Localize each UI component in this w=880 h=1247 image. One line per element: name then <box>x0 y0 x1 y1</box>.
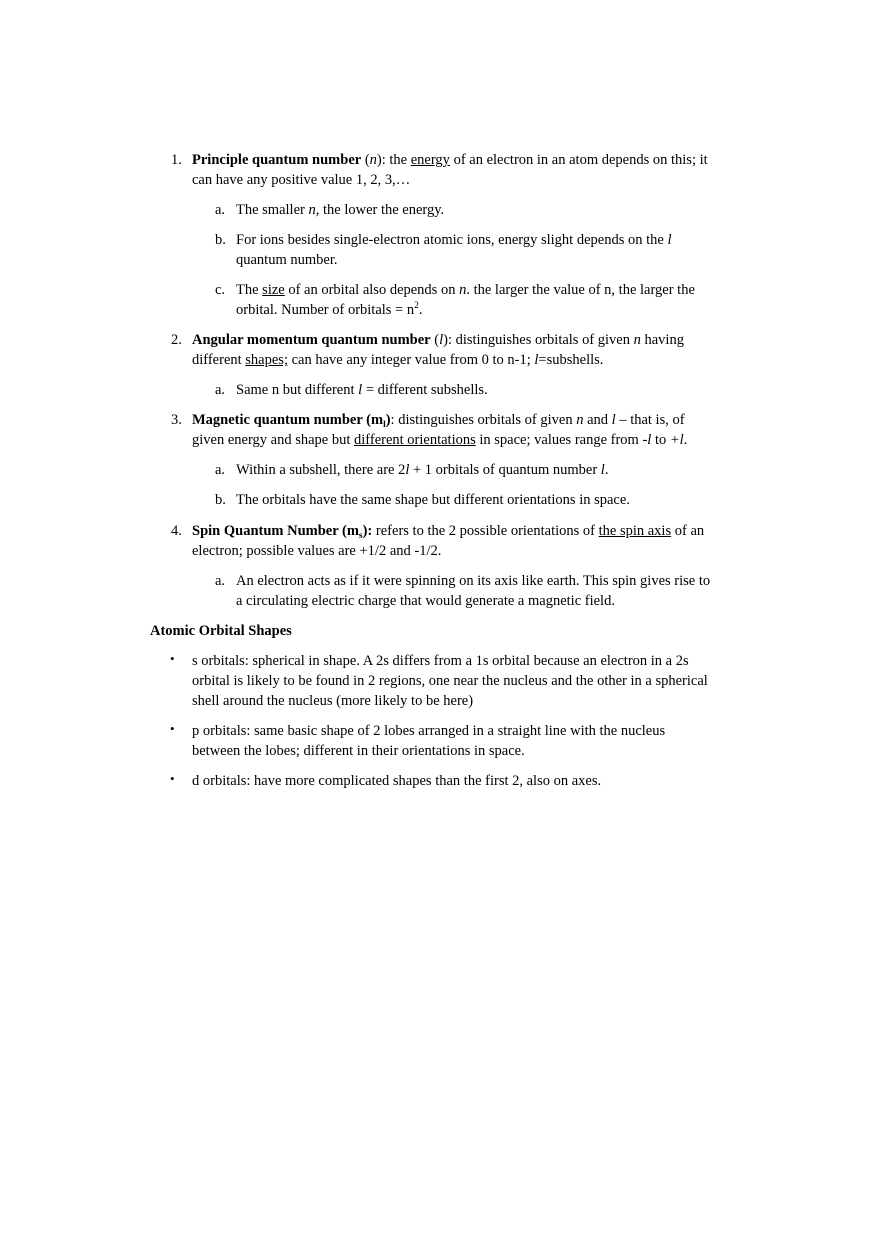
sub-item-text: Same n but different l = different subshells. <box>236 382 488 398</box>
term: Angular momentum quantum number <box>192 332 431 348</box>
sub-item-letter: b. <box>215 492 226 508</box>
list-item-line: electron; possible values are +1/2 and -1/2. <box>192 543 442 559</box>
list-item-line: can have any positive value 1, 2, 3,… <box>192 172 411 188</box>
sub-item-text: An electron acts as if it were spinning on its axis like earth. This spin gives rise to <box>236 573 711 589</box>
bullet-text: shell around the nucleus (more likely to be here) <box>192 693 474 709</box>
list-item-line: Magnetic quantum number $(m_l)$: distinguishes orbitals of given n and l – that is, of <box>192 412 685 430</box>
term: Spin Quantum Number $(m_s)$: <box>192 523 373 541</box>
bullet-icon: • <box>170 771 175 786</box>
bullet-text: d orbitals: have more complicated shapes than the first 2, also on axes. <box>192 773 602 789</box>
bullet-icon: • <box>170 721 175 736</box>
list-item-line: given energy and shape but different orientations in space; values range from -l to +l. <box>192 432 688 448</box>
bullet-text: s orbitals: spherical in shape. A 2s differs from a 1s orbital because an electron in a 2s <box>192 653 689 669</box>
list-number: 2. <box>171 332 182 348</box>
sub-item-letter: a. <box>215 202 226 218</box>
sub-item-text: The smaller n, the lower the energy. <box>236 202 445 218</box>
list-item-line: Principle quantum number (n): the energy of an electron in an atom depends on this; it <box>192 152 708 168</box>
sub-item-text: The size of an orbital also depends on n. the larger the value of n, the larger the <box>236 282 695 298</box>
sub-item-text: quantum number. <box>236 252 338 268</box>
bullet-text: orbital is likely to be found in 2 regions, one near the nucleus and the other in a spherical <box>192 673 708 689</box>
term: Principle quantum number <box>192 152 362 168</box>
bullet-icon: • <box>170 651 175 666</box>
list-item-line: different shapes; can have any integer value from 0 to n-1; l=subshells. <box>192 352 604 368</box>
sub-item-letter: a. <box>215 573 226 589</box>
section-heading: Atomic Orbital Shapes <box>150 623 292 639</box>
sub-item-text: The orbitals have the same shape but different orientations in space. <box>236 492 630 508</box>
sub-item-text: Within a subshell, there are 2l + 1 orbitals of quantum number l. <box>236 462 609 478</box>
list-number: 1. <box>171 152 182 168</box>
list-item-line: Spin Quantum Number $(m_s)$: refers to the 2 possible orientations of the spin axis of an <box>192 523 705 541</box>
list-number: 3. <box>171 412 182 428</box>
list-item-line: Angular momentum quantum number (l): distinguishes orbitals of given n having <box>192 332 684 348</box>
sub-item-text: a circulating electric charge that would generate a magnetic field. <box>236 593 615 609</box>
list-number: 4. <box>171 523 182 539</box>
term: Magnetic quantum number $(m_l)$ <box>192 412 391 430</box>
sub-item-letter: c. <box>215 282 226 298</box>
sub-item-text: orbital. Number of orbitals = $n^2$. <box>236 301 423 318</box>
sub-item-letter: b. <box>215 232 226 248</box>
sub-item-text: For ions besides single-electron atomic ions, energy slight depends on the l <box>236 232 672 248</box>
sub-item-letter: a. <box>215 382 226 398</box>
bullet-text: between the lobes; different in their orientations in space. <box>192 743 525 759</box>
bullet-text: p orbitals: same basic shape of 2 lobes arranged in a straight line with the nucleus <box>192 723 666 739</box>
sub-item-letter: a. <box>215 462 226 478</box>
